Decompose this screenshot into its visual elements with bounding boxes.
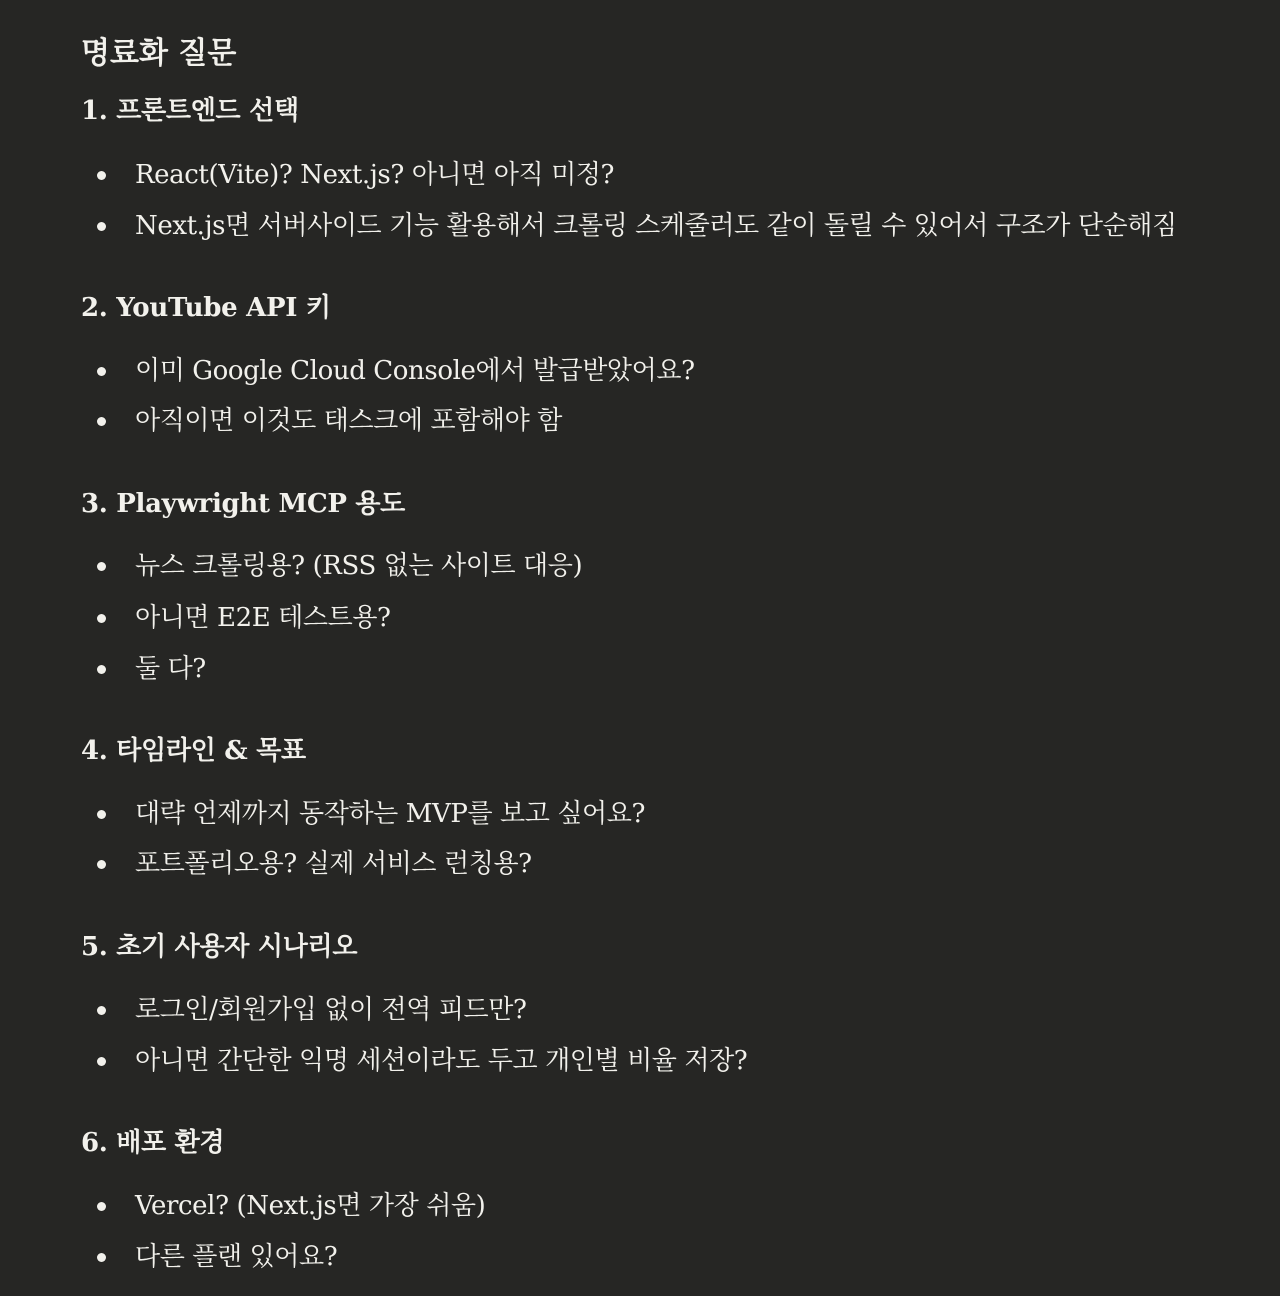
bullet-dot-icon xyxy=(97,1057,106,1066)
list-item-text: Vercel? (Next.js면 가장 쉬움) xyxy=(135,1191,486,1221)
bullet-dot-icon xyxy=(97,1202,106,1211)
bullet-dot-icon xyxy=(97,665,106,674)
list-item-text: 아니면 간단한 익명 세션이라도 두고 개인별 비율 저장? xyxy=(135,1046,748,1076)
section-deployment xyxy=(81,1125,1271,1272)
section-heading: 6. 배포 환경 xyxy=(81,1128,225,1158)
section-playwright xyxy=(81,486,1271,684)
section-heading: 4. 타임라인 & 목표 xyxy=(81,736,306,766)
section-youtube-api xyxy=(81,290,1271,436)
list-item-text: 로그인/회원가입 없이 전역 피드만? xyxy=(135,995,527,1025)
bullet-dot-icon xyxy=(97,860,106,869)
list-item-text: React(Vite)? Next.js? 아니면 아직 미정? xyxy=(135,160,615,190)
bullet-dot-icon xyxy=(97,222,106,231)
list-item-text: 둘 다? xyxy=(135,654,206,684)
section-user-scenario xyxy=(81,929,1271,1076)
list-item-text: 다른 플랜 있어요? xyxy=(135,1242,338,1272)
bullet-dot-icon xyxy=(97,562,106,571)
list-item-text: 이미 Google Cloud Console에서 발급받았어요? xyxy=(135,356,695,386)
section-heading: 3. Playwright MCP 용도 xyxy=(81,489,405,519)
bullet-dot-icon xyxy=(97,417,106,426)
list-item-text: 대략 언제까지 동작하는 MVP를 보고 싶어요? xyxy=(135,799,646,829)
bullet-dot-icon xyxy=(97,810,106,819)
bullet-dot-icon xyxy=(97,614,106,623)
bullet-dot-icon xyxy=(97,1253,106,1262)
section-timeline xyxy=(81,733,1271,879)
list-item-text: 포트폴리오용? 실제 서비스 런칭용? xyxy=(135,849,532,879)
section-heading: 1. 프론트엔드 선택 xyxy=(81,96,299,126)
section-heading: 5. 초기 사용자 시나리오 xyxy=(81,932,358,962)
page-title: 명료화 질문 xyxy=(81,36,237,71)
bullet-dot-icon xyxy=(97,367,106,376)
section-heading: 2. YouTube API 키 xyxy=(81,293,331,323)
list-item-text: 뉴스 크롤링용? (RSS 없는 사이트 대응) xyxy=(135,551,583,581)
bullet-dot-icon xyxy=(97,1006,106,1015)
section-frontend xyxy=(81,93,1271,241)
list-item-text: 아직이면 이것도 태스크에 포함해야 함 xyxy=(135,406,562,436)
bullet-dot-icon xyxy=(97,171,106,180)
list-item-text: Next.js면 서버사이드 기능 활용해서 크롤링 스케줄러도 같이 돌릴 수 있어서 구조가 단순해짐 xyxy=(135,211,1177,241)
list-item-text: 아니면 E2E 테스트용? xyxy=(135,603,391,633)
